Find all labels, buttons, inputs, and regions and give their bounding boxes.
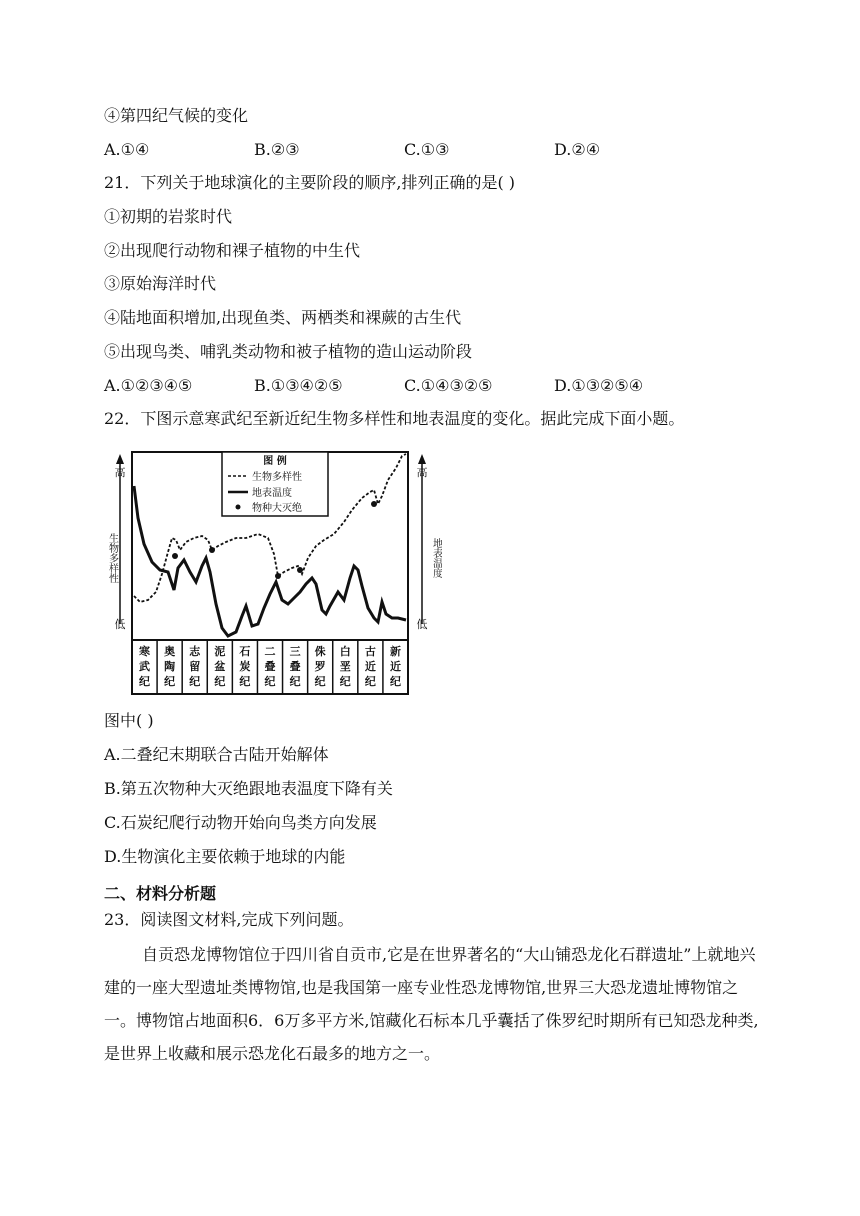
right-axis-high: 高: [416, 466, 428, 479]
q23-paragraph-text: 自贡恐龙博物馆位于四川省自贡市,它是在世界著名的“大山铺恐龙化石群遗址”上就地兴建的一座大型遗址类博物馆,也是我国第一座专业性恐龙博物馆,世界三大恐龙遗址博物馆之一。博物馆占地面积6．6万多平方米,馆藏化石标本几乎囊括了侏罗纪时期所有已知恐龙种类,是世界上收藏和展示恐龙化石最多的地方之一。: [104, 945, 759, 1063]
left-axis-high: 高: [114, 466, 126, 479]
q22-option-a[interactable]: A.二叠纪末期联合古陆开始解体: [104, 745, 329, 764]
q21-item-1: ①初期的岩浆时代: [104, 207, 233, 226]
right-axis-low: 低: [416, 618, 428, 631]
q23-paragraph: [104, 938, 760, 1070]
period-label: 奥陶纪: [164, 645, 176, 688]
extinction-dot-1: [172, 553, 178, 559]
q20-option-d[interactable]: D.②④: [554, 140, 601, 159]
q20-item-4: ④第四纪气候的变化: [104, 106, 249, 125]
q21-option-c[interactable]: C.①④③②⑤: [404, 376, 493, 395]
q21-option-b[interactable]: B.①③④②⑤: [254, 376, 343, 395]
period-label: 二叠纪: [264, 645, 276, 688]
q23-stem: 23．阅读图文材料,完成下列问题。: [104, 910, 354, 929]
right-axis-arrowhead: [418, 454, 426, 464]
q21-item-3: ③原始海洋时代: [104, 274, 217, 293]
extinction-dot-4: [297, 567, 303, 573]
period-label: 泥盆纪: [214, 645, 226, 688]
q21-stem: 21．下列关于地球演化的主要阶段的顺序,排列正确的是( ): [104, 173, 516, 192]
q21-item-5: ⑤出现鸟类、哺乳类动物和被子植物的造山运动阶段: [104, 342, 473, 361]
section-title: 二、材料分析题: [104, 884, 217, 903]
legend-temperature: 地表温度: [252, 488, 292, 499]
period-label: 寒武纪: [139, 645, 151, 688]
q20-option-c[interactable]: C.①③: [404, 140, 450, 159]
q22-stem: 22．下图示意寒武纪至新近纪生物多样性和地表温度的变化。据此完成下面小题。: [104, 409, 685, 428]
period-label: 白垩纪: [339, 645, 351, 688]
period-label: 志留纪: [189, 645, 201, 688]
left-axis-arrowhead: [116, 454, 124, 464]
legend-title: 图 例: [263, 456, 287, 467]
period-label: 古近纪: [364, 645, 376, 688]
left-axis-label: 生物多样性: [106, 533, 118, 583]
period-label: 三叠纪: [289, 645, 301, 688]
period-label: 侏罗纪: [314, 645, 326, 688]
legend-biodiversity: 生物多样性: [252, 472, 302, 483]
extinction-dot-3: [275, 573, 281, 579]
q21-item-2: ②出现爬行动物和裸子植物的中生代: [104, 241, 361, 260]
period-label: 新近纪: [389, 645, 401, 688]
q20-option-a[interactable]: A.①④: [104, 140, 150, 159]
legend-dot: [236, 505, 241, 510]
left-axis-low: 低: [114, 618, 126, 631]
q20-option-b[interactable]: B.②③: [254, 140, 300, 159]
extinction-dot-2: [209, 547, 215, 553]
q21-option-d[interactable]: D.①③②⑤④: [554, 376, 644, 395]
q22-figure: [102, 446, 442, 698]
q22-prompt: 图中( ): [104, 711, 154, 730]
q21-option-a[interactable]: A.①②③④⑤: [104, 376, 193, 395]
period-label: 石炭纪: [239, 645, 251, 688]
q21-item-4: ④陆地面积增加,出现鱼类、两栖类和裸蕨的古生代: [104, 308, 462, 327]
legend-extinction: 物种大灭绝: [252, 503, 302, 514]
q22-option-b[interactable]: B.第五次物种大灭绝跟地表温度下降有关: [104, 779, 393, 798]
right-axis-label: 地表温度: [430, 538, 442, 578]
q22-option-d[interactable]: D.生物演化主要依赖于地球的内能: [104, 847, 346, 866]
extinction-dot-5: [371, 501, 377, 507]
q22-option-c[interactable]: C.石炭纪爬行动物开始向鸟类方向发展: [104, 813, 377, 832]
